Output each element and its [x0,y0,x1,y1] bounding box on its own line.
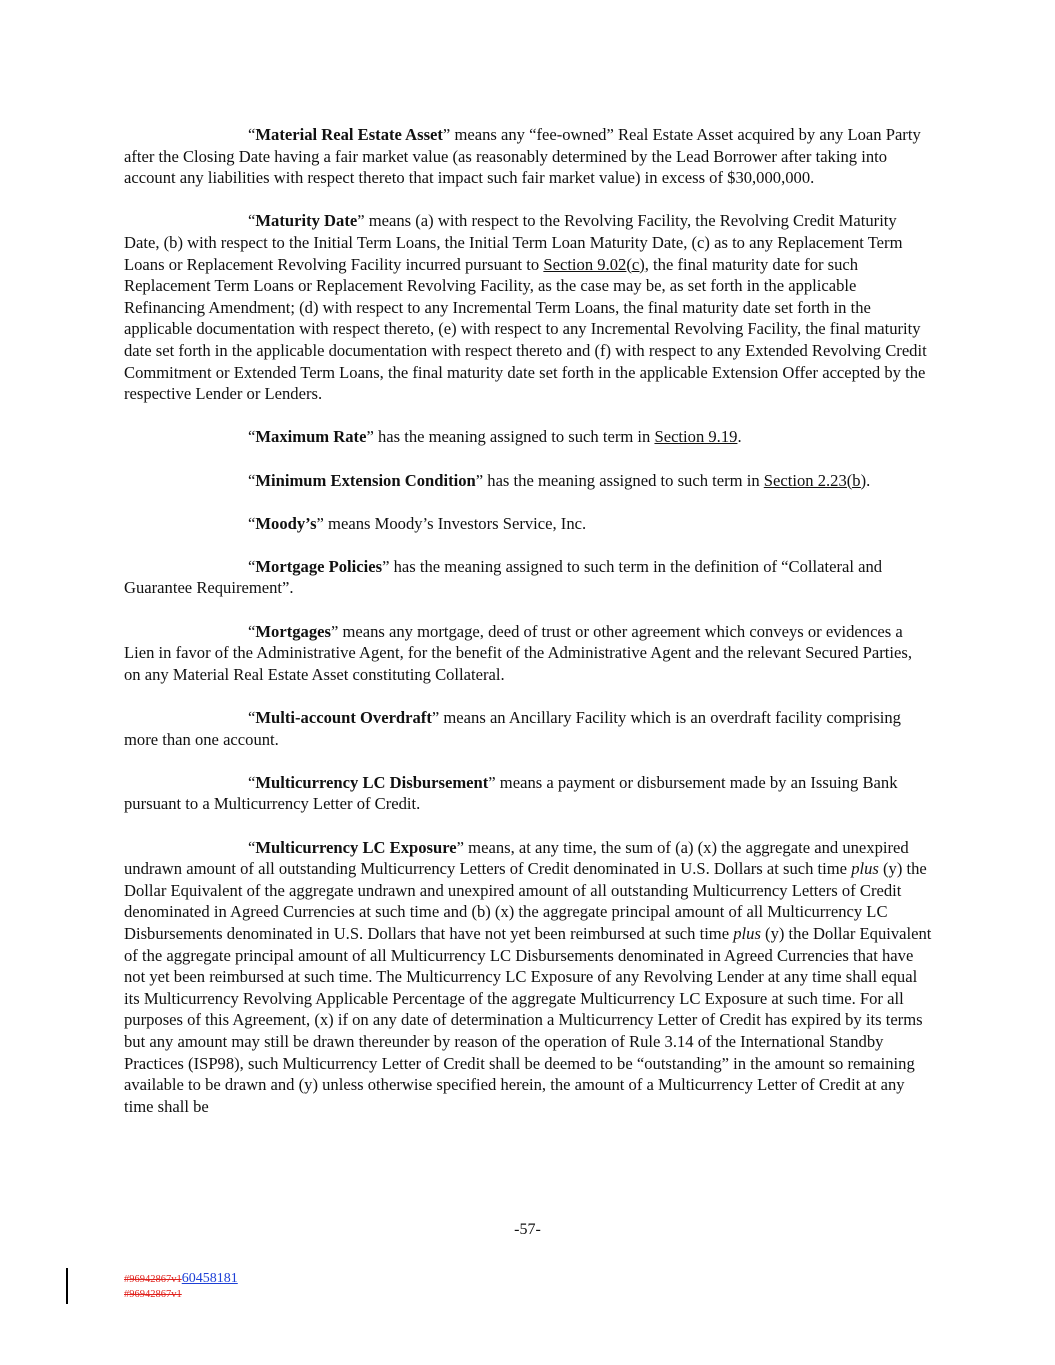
revision-change-bar [66,1268,68,1304]
open-quote: “ [248,211,256,231]
defined-term: Maturity Date [255,211,358,231]
close-quote: ” [330,621,339,641]
close-quote: ” [366,427,374,447]
italic-term: plus [733,923,761,943]
defined-term: Multi-account Overdraft [255,708,432,728]
close-quote: ” [488,772,496,792]
close-quote: ” [442,125,451,144]
definition-minimum-extension-condition [124,470,932,492]
open-quote: “ [248,708,256,728]
defined-term: Multicurrency LC Disbursement [255,772,489,792]
italic-term: plus [851,859,879,879]
section-reference: Section 9.19 [654,427,738,447]
open-quote: “ [248,427,256,447]
deleted-doc-id: #96942867v1 [124,1289,182,1300]
open-quote: “ [248,470,256,490]
definition-text: . [737,427,742,447]
document-id-line-1 [124,1272,238,1287]
definition-text: means a payment or disbursement made by an Issuing Bank pursuant to a Multicurrency Letter of Credit. [124,772,898,814]
definition-text: (y) the Dollar Equivalent of the aggregate undrawn and unexpired amount of all outstanding Multicurrency Letters of Credit denominated in Agreed Currencies at such time and (b) (x) the aggregate principal amount of all Multicurrency LC Disbursements denominated in U.S. Dollars that have not yet been reimbursed at such time [124,859,927,943]
definition-text: means any “fee-owned” Real Estate Asset acquired by any Loan Party after the Closing Date having a fair market value (as reasonably determined by the Lead Borrower after taking into account any liabilities with respect thereto that impact such fair market value) in excess of $30,000,000. [124,125,921,188]
defined-term: Mortgage Policies [255,556,383,576]
page-number: -57- [514,1221,541,1238]
open-quote: “ [248,556,256,576]
close-quote: ” [456,837,465,857]
definition-mortgage-policies [124,556,932,599]
open-quote: “ [248,621,256,641]
definition-mortgages [124,621,932,686]
close-quote: ” [357,211,365,231]
definition-moodys [124,513,932,535]
definition-multicurrency-lc-disbursement [124,772,932,815]
defined-term: Minimum Extension Condition [255,470,476,490]
definition-multicurrency-lc-exposure [124,837,932,1118]
defined-term: Multicurrency LC Exposure [255,837,457,857]
definition-text: means, at any time, the sum of (a) (x) the aggregate and unexpired undrawn amount of all outstanding Multicurrency Letters of Credit denominated in U.S. Dollars at such time [124,837,909,879]
close-quote: ” [382,556,390,576]
deleted-doc-id: #96942867v1 [124,1274,182,1285]
open-quote: “ [248,125,256,144]
document-id-footer [124,1272,238,1302]
definition-text: has the meaning assigned to such term in the definition of “Collateral and Guarantee Requirement”. [124,556,883,598]
definition-text: means any mortgage, deed of trust or other agreement which conveys or evidences a Lien in favor of the Administrative Agent, for the benefit of the Administrative Agent and the relevant Secured Parties, on any Material Real Estate Asset constituting Collateral. [124,621,912,684]
document-id-line-2 [124,1287,238,1302]
definition-material-real-estate-asset [124,124,932,189]
definition-text: means (a) with respect to the Revolving Facility, the Revolving Credit Maturity Date, (b) with respect to the Initial Term Loans, the Initial Term Loan Maturity Date, (c) as to any Replacement Term Loans or Replacement Revolving Facility incurred pursuant to [124,211,903,274]
definition-maximum-rate [124,426,932,448]
definition-multi-account-overdraft [124,707,932,750]
definition-text: . [866,470,871,490]
open-quote: “ [248,837,256,857]
section-reference: Section 2.23(b) [763,470,867,490]
defined-term: Maximum Rate [255,427,367,447]
defined-term: Moody’s [255,513,317,533]
definition-maturity-date [124,210,932,404]
defined-term: Mortgages [255,621,331,641]
definition-text: means an Ancillary Facility which is an overdraft facility comprising more than one account. [124,708,901,749]
definition-text: (y) the Dollar Equivalent of the aggregate principal amount of all Multicurrency LC Disbursements denominated in Agreed Currencies that have not yet been reimbursed at such time. The Multicurrency LC Exposure of any Revolving Lender at any time shall equal its Multicurrency Revolving Applicable Percentage of the aggregate Multicurrency LC Exposure at such time. For all purposes of this Agreement, (x) if on any date of determination a Multicurrency Letter of Credit has expired by its terms but any amount may still be drawn thereunder by reason of the operation of Rule 3.14 of the International Standby Practices (ISP98), such Multicurrency Letter of Credit shall be deemed to be “outstanding” in the amount so remaining available to be drawn and (y) unless otherwise specified herein, the amount of a Multicurrency Letter of Credit at any time shall be [124,923,932,1116]
open-quote: “ [248,513,256,533]
close-quote: ” [475,470,484,490]
defined-term: Material Real Estate Asset [255,125,443,144]
inserted-doc-id: 60458181 [181,1271,238,1286]
section-reference: Section 9.02(c) [543,254,645,274]
open-quote: “ [248,772,256,792]
definition-text: means Moody’s Investors Service, Inc. [323,513,587,533]
close-quote: ” [431,708,440,728]
definition-text: has the meaning assigned to such term in [373,427,655,447]
close-quote: ” [316,513,324,533]
document-body [124,124,932,1139]
definition-text: has the meaning assigned to such term in [483,470,764,490]
definition-text: , the final maturity date for such Replacement Term Loans or Replacement Revolving Facility, as the case may be, as set forth in the applicable Refinancing Amendment; (d) with respect to any Incremental Term Loans, the final maturity date set forth in the applicable documentation with respect thereto, (e) with respect to any Incremental Revolving Facility, the final maturity date set forth in the applicable documentation with respect thereto and (f) with respect to any Extended Revolving Credit Commitment or Extended Term Loans, the final maturity date set forth in the applicable Extension Offer accepted by the respective Lender or Lenders. [124,254,927,404]
